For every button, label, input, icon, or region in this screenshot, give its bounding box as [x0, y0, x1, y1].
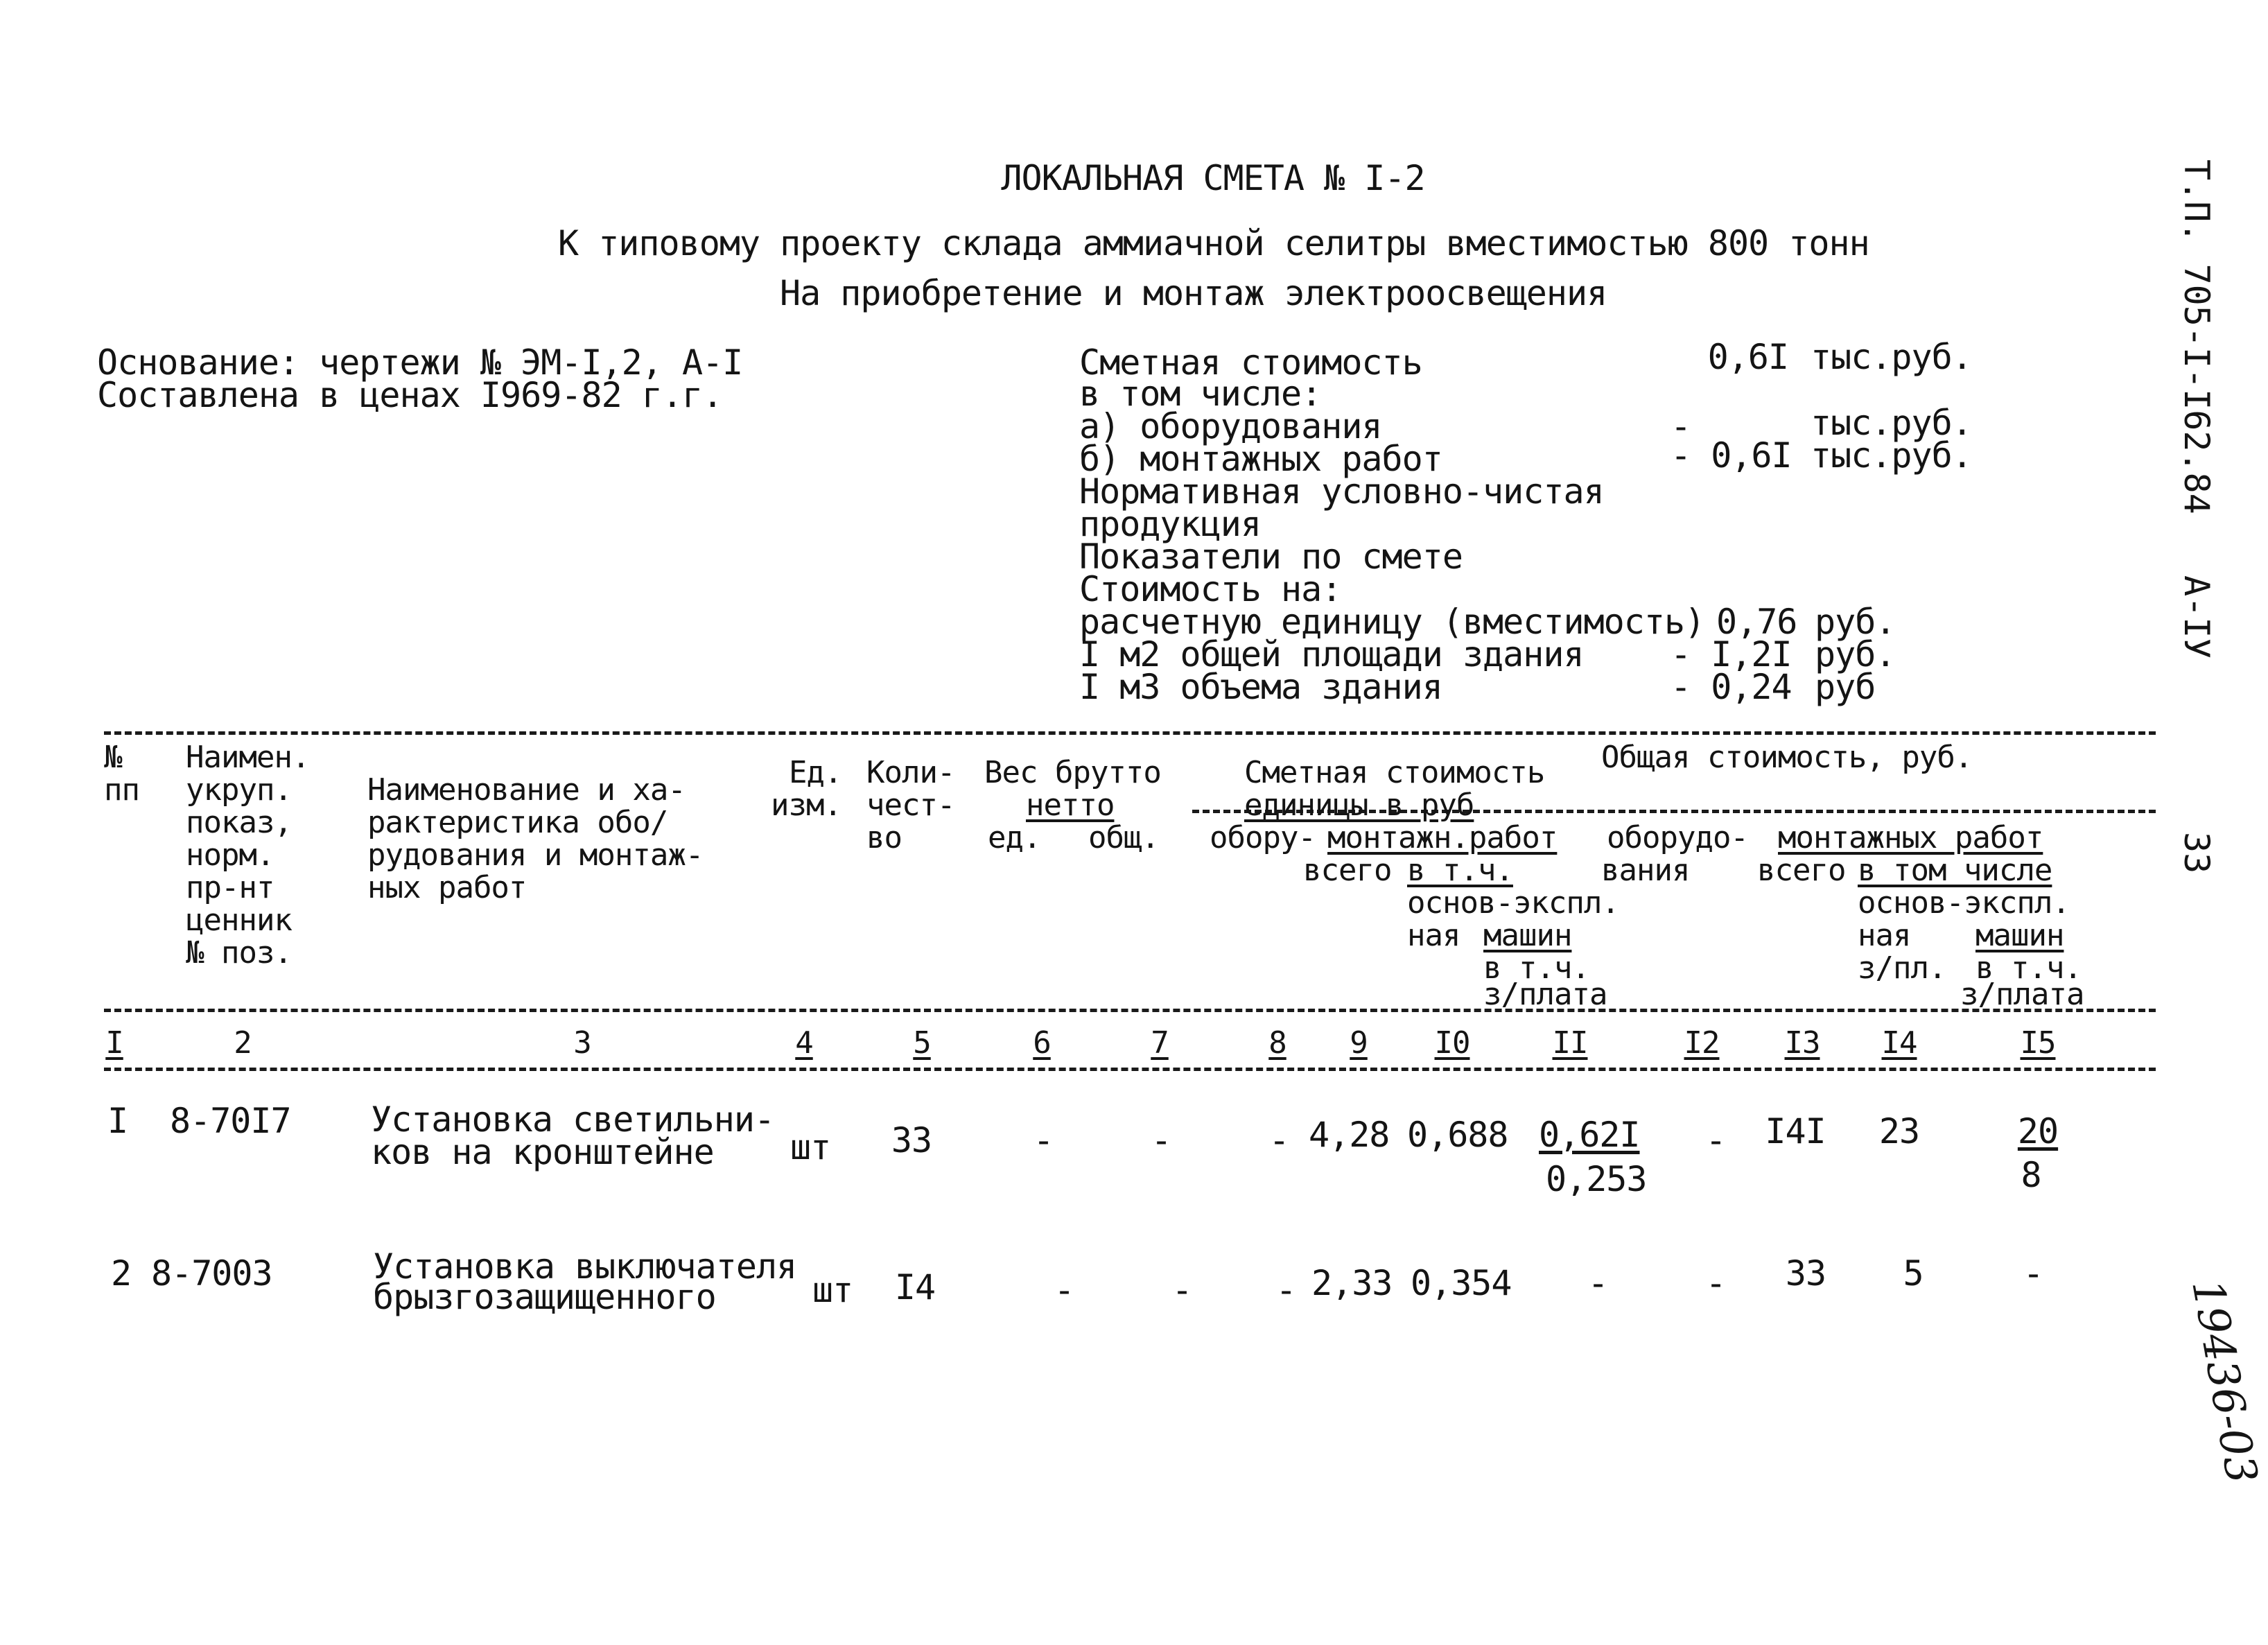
- summary-mounting-value: - 0,6I: [1671, 435, 1792, 476]
- header-code-7: № поз.: [186, 935, 292, 971]
- row-equipment-total: -: [1705, 1263, 1726, 1303]
- basis-prices: Составлена в ценах I969-82 г.г.: [97, 375, 723, 415]
- header-incl-3: в том числе: [1858, 853, 2052, 888]
- header-equipment-unit: обору-: [1210, 820, 1316, 855]
- header-base-2: ная: [1858, 918, 1911, 953]
- header-code-3: показ,: [186, 805, 292, 840]
- summary-volume-value: - 0,24: [1671, 667, 1792, 707]
- row-mount-total: I4I: [1765, 1111, 1826, 1151]
- basis-drawings: Основание: чертежи № ЭМ-I,2, А-I: [97, 342, 743, 383]
- header-num: №: [104, 740, 122, 775]
- row-machines-total-salary: 8: [2021, 1155, 2041, 1195]
- row-unit: шт: [812, 1270, 853, 1310]
- summary-mounting-unit: тыс.руб.: [1811, 435, 1972, 476]
- header-salary-base: з/пл.: [1858, 950, 1946, 986]
- row-machines: 0,62I: [1539, 1115, 1640, 1155]
- summary-unit-label: расчетную единицу (вместимость): [1079, 602, 1705, 642]
- column-number: II: [1552, 1025, 1588, 1061]
- header-incl: в т.ч.: [1407, 853, 1513, 888]
- header-machines-2: машин: [1975, 918, 2064, 953]
- header-base: ная: [1407, 918, 1460, 953]
- summary-cost-unit: тыс.руб.: [1811, 337, 1972, 377]
- column-number: 7: [1151, 1025, 1169, 1061]
- column-number: 9: [1350, 1025, 1368, 1061]
- row-base-total: 5: [1903, 1253, 1924, 1294]
- header-equipment-total: оборудо-: [1607, 820, 1748, 855]
- document-subtitle: К типовому проекту склада аммиачной селитры вместимостью 800 тонн: [558, 223, 1869, 263]
- document-purpose: На приобретение и монтаж электроосвещения: [780, 273, 1607, 313]
- row-weight-unit: -: [1033, 1120, 1054, 1160]
- column-number: I5: [2020, 1025, 2056, 1061]
- column-number: I0: [1434, 1025, 1470, 1061]
- summary-area-label: I м2 общей площади здания: [1079, 634, 1584, 674]
- header-base-ops: основ-экспл.: [1407, 885, 1619, 921]
- header-mount-works: монтажн.работ: [1327, 820, 1558, 855]
- row-base-total: 23: [1878, 1111, 1920, 1151]
- row-base: 0,354: [1411, 1263, 1512, 1303]
- summary-norm-label-1: Нормативная условно-чистая: [1079, 471, 1604, 512]
- summary-indicators: Показатели по смете: [1079, 537, 1463, 577]
- header-total: всего: [1303, 853, 1392, 888]
- column-number: I3: [1784, 1025, 1820, 1061]
- summary-equipment-unit: тыс.руб.: [1811, 403, 1972, 443]
- header-name-3: рудования и монтаж-: [367, 837, 704, 873]
- header-total-2: всего: [1757, 853, 1846, 888]
- row-machines-total: -: [2023, 1253, 2043, 1294]
- row-total: 4,28: [1309, 1115, 1390, 1155]
- header-code-6: ценник: [186, 903, 292, 938]
- header-qty-2: чест-: [866, 787, 955, 823]
- row-code: 8-7003: [151, 1253, 272, 1294]
- summary-volume-label: I м3 объема здания: [1079, 667, 1442, 707]
- summary-equipment-value: -: [1671, 406, 1691, 446]
- row-total: 2,33: [1311, 1263, 1393, 1303]
- summary-unit-unit: руб.: [1815, 602, 1896, 642]
- summary-including: в том числе:: [1079, 374, 1322, 414]
- row-qty: I4: [894, 1267, 936, 1307]
- header-incl-4: в т.ч.: [1975, 950, 2082, 986]
- header-name-4: ных работ: [367, 870, 527, 905]
- header-equipment-total-2: вания: [1601, 853, 1690, 888]
- column-number: 8: [1268, 1025, 1286, 1061]
- header-bottom-rule: [104, 1009, 2156, 1012]
- column-number: 6: [1033, 1025, 1051, 1061]
- header-weight-net: нетто: [1026, 787, 1115, 823]
- header-unit-1: Ед.: [789, 755, 842, 790]
- header-name-2: рактеристика обо/: [367, 805, 668, 840]
- row-mount-total: 33: [1785, 1253, 1826, 1294]
- row-weight-unit: -: [1054, 1270, 1074, 1310]
- summary-cost-per: Стоимость на:: [1079, 569, 1342, 609]
- row-equipment: -: [1268, 1120, 1289, 1160]
- summary-area-unit: руб.: [1815, 634, 1896, 674]
- column-number: 5: [913, 1025, 931, 1061]
- header-incl-2: в т.ч.: [1483, 950, 1589, 986]
- header-code-2: укруп.: [186, 772, 292, 808]
- summary-equipment-label: а) оборудования: [1079, 406, 1382, 446]
- column-number: 3: [573, 1025, 591, 1061]
- margin-album: А-IУ: [2177, 575, 2217, 659]
- row-name-1: Установка светильни-: [371, 1099, 775, 1140]
- row-equipment: -: [1275, 1270, 1296, 1310]
- header-code-5: пр-нт: [186, 870, 274, 905]
- row-base: 0,688: [1407, 1115, 1508, 1155]
- row-number: I: [107, 1101, 128, 1141]
- row-weight-total: -: [1151, 1120, 1171, 1160]
- column-number: I4: [1881, 1025, 1917, 1061]
- row-weight-total: -: [1171, 1270, 1192, 1310]
- column-number: 4: [795, 1025, 813, 1061]
- header-name-1: Наименование и ха-: [367, 772, 686, 808]
- row-unit: шт: [790, 1127, 831, 1167]
- row-name-1: Установка выключателя: [373, 1246, 797, 1287]
- margin-project-code: Т.П. 705-I-I62.84: [2177, 159, 2217, 514]
- header-code-1: Наимен.: [186, 740, 310, 775]
- header-code-4: норм.: [186, 837, 274, 873]
- summary-mounting-label: б) монтажных работ: [1079, 439, 1442, 479]
- header-weight-unit: ед.: [988, 820, 1041, 855]
- header-unit-cost: Сметная стоимость: [1244, 755, 1545, 790]
- header-total-cost: Общая стоимость, руб.: [1601, 740, 1973, 775]
- document-title: ЛОКАЛЬНАЯ СМЕТА № I-2: [1001, 158, 1425, 198]
- column-number: I: [105, 1025, 123, 1061]
- header-qty-1: Коли-: [866, 755, 955, 790]
- row-number: 2: [111, 1253, 132, 1294]
- header-mount-works-total: монтажных работ: [1778, 820, 2043, 855]
- header-machines: машин: [1483, 918, 1572, 953]
- row-machines-salary: 0,253: [1546, 1159, 1647, 1199]
- summary-cost-value: 0,6I: [1707, 337, 1788, 377]
- header-unit-cost-2: единицы в руб: [1244, 787, 1474, 823]
- summary-volume-unit: руб: [1815, 667, 1876, 707]
- margin-page-number: 33: [2177, 832, 2217, 874]
- summary-cost-label: Сметная стоимость: [1079, 342, 1422, 383]
- header-base-ops-2: основ-экспл.: [1858, 885, 2070, 921]
- header-num-2: пп: [104, 772, 139, 808]
- header-qty-3: во: [866, 820, 902, 855]
- header-weight-total: общ.: [1088, 820, 1159, 855]
- margin-inventory-number: 19436-03: [2182, 1276, 2268, 1488]
- column-number: 2: [234, 1025, 252, 1061]
- row-code: 8-70I7: [170, 1101, 291, 1141]
- row-machines-total: 20: [2017, 1111, 2059, 1151]
- header-weight: Вес брутто: [984, 755, 1161, 790]
- summary-area-value: - I,2I: [1671, 634, 1792, 674]
- header-salary-2: з/плата: [1960, 977, 2084, 1012]
- row-equipment-total: -: [1705, 1120, 1726, 1160]
- row-qty: 33: [891, 1120, 932, 1160]
- row-machines: -: [1587, 1263, 1608, 1303]
- table-top-rule: [104, 731, 2156, 735]
- row-name-2: ков на кронштейне: [371, 1132, 714, 1172]
- row-name-2: брызгозащищенного: [373, 1277, 716, 1317]
- summary-unit-value: 0,76: [1716, 602, 1797, 642]
- header-unit-2: изм.: [771, 787, 841, 823]
- summary-norm-label-2: продукция: [1079, 504, 1261, 544]
- column-number: I2: [1684, 1025, 1720, 1061]
- column-number-rule: [104, 1068, 2156, 1071]
- header-salary: з/плата: [1483, 977, 1607, 1012]
